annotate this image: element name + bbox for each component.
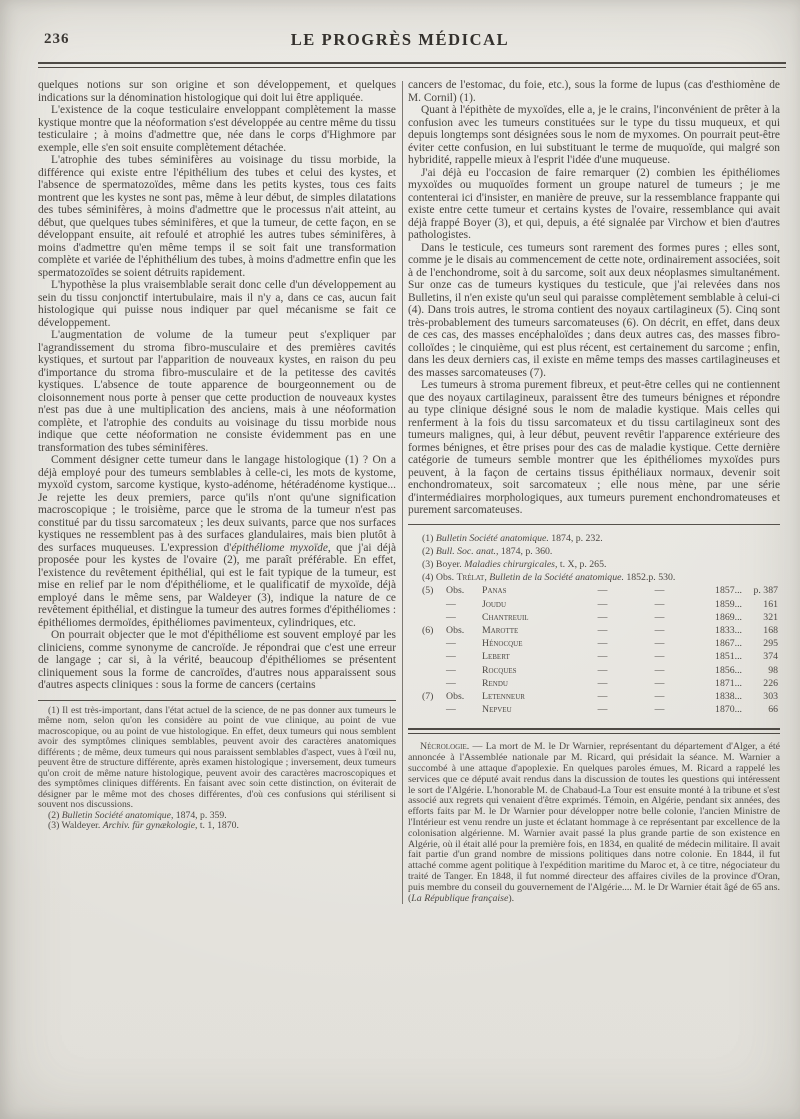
reference-text: t. X, p. 265.	[557, 558, 607, 570]
reference-year: 1851...	[715, 651, 742, 663]
reference-page: 295	[763, 638, 778, 650]
reference-page: p. 387	[753, 585, 778, 597]
reference-line	[422, 532, 778, 545]
necrologie-text: La mort de M. le Dr Warnier, représentant du département d'Alger, a été annoncée à l'Assemblée nationale par M. Ricard, qui présidait la séance. M. Warnier a succombé à une attaque d'apoplexie. En quelques paroles émues, M. Ricard a rappelé les services que ce député avait rendus dans la discussion de toutes les questions qui intéressent le sort de l'Algérie. L'honorable M. de Chabaud-La Tour est ensuite monté à la tribune et s'est associé aux regrets qui venaient d'être exprimés. Témoin, en Algérie, pendant six années, des efforts faits par M. le Dr Warnier pour développer notre belle colonie, l'ancien Ministre de l'Intérieur est venu rendre un juste et éclatant hommage à ce représentant par excellence de la colonisation algérienne. M. Warnier avait passé la plus grande partie de son existence en Algérie, où il était allé pour la première fois, en 1834, en qualité de médecin militaire. Il avait fait partie d'un grand nombre de missions politiques dans notre colonie. En 1844, il fut attaché comme agent politique à l'expédition maritime du Maroc et, à ce titre, négociateur du traité de Tanger. En 1848, il fut nommé directeur des affaires civiles de la province d'Oran, puis membre du conseil du gouvernement de l'Algérie.... M. le Dr Warnier était âgé de 65 ans. (	[408, 741, 780, 904]
reference-year: 1838...	[715, 690, 742, 702]
reference-page: 226	[763, 677, 778, 689]
paragraph: On pourrait objecter que le mot d'épithéliome est souvent employé par les cliniciens, comme synonyme de cancroïde. Je répondrai que c'est une erreur de langage ; car si, à la vérité, beaucoup d'épithéliomes se présentent cliniquement sous la forme de cancroïdes, d'autres nous apparaissent sous d'autres aspects cliniques : sous la forme de cancers (certains	[38, 629, 396, 691]
ditto-dash: —	[654, 651, 665, 663]
paragraph	[38, 454, 396, 629]
ditto-dash: —	[597, 704, 608, 716]
reference-author: Trélat,	[456, 572, 487, 584]
reference-text: 1852.p. 530.	[623, 572, 676, 584]
reference-year: 1857...	[715, 585, 742, 597]
reference-row	[422, 677, 778, 690]
reference-author: Hénocque	[482, 638, 523, 650]
paragraph: L'existence de la coque testiculaire enveloppant complètement la masse kystique montre que la néoformation s'est développée au centre même du tissu testiculaire ; à moins d'admettre que, née dans le corps d'Highmore par exemple, elle s'en soit ensuite complètement détachée.	[38, 104, 396, 154]
reference-author: Marotte	[482, 624, 519, 636]
references-table	[408, 524, 780, 725]
ditto-dash: —	[654, 664, 665, 676]
italic-title: La République française	[411, 892, 509, 904]
reference-page: 98	[768, 664, 778, 676]
reference-year: 1869...	[715, 611, 742, 623]
necrologie-heading: Nécrologie.	[420, 741, 470, 753]
reference-obs: —	[446, 664, 456, 676]
reference-page: 374	[763, 651, 778, 663]
page-header	[0, 0, 800, 62]
reference-author: Joudu	[482, 598, 507, 610]
reference-year: 1870...	[715, 704, 742, 716]
paragraph: J'ai déjà eu l'occasion de faire remarquer (2) combien les épithéliomes myxoïdes ou muquoïdes forment un groupe naturel de tumeurs ; je me contenterai ici d'insister, en manière de preuve, sur la ressemblance frappante qui existe entre cette tumeur et certains kystes de l'ovaire, ressemblance qui avait déjà frappé Boyer (3), et qui, depuis, a été signalée par Virchow et bien d'autres pathologistes.	[408, 166, 780, 241]
italic-term: épithéliome myxoïde	[231, 541, 328, 554]
reference-obs: —	[446, 677, 456, 689]
reference-number: (6)	[422, 624, 434, 636]
ditto-dash: —	[654, 704, 665, 716]
footnote-text: 1874, p. 359.	[173, 809, 227, 821]
ditto-dash: —	[597, 598, 608, 610]
reference-year: 1871...	[715, 677, 742, 689]
reference-text: (4) Obs.	[422, 572, 457, 584]
reference-author: Rendu	[482, 677, 508, 689]
italic-title: Archiv. für gynækologie,	[102, 820, 198, 831]
ditto-dash: —	[654, 638, 665, 650]
reference-text: 1874, p. 360.	[498, 545, 553, 557]
paragraph: L'hypothèse la plus vraisemblable serait donc celle d'un développement au sein du tissu conjonctif intertubulaire, mais il n'y a, dans ce cas, aucun fait histologique qui puisse nous indiquer par quel mécanisme se fait ce développement.	[38, 279, 396, 329]
reference-obs: —	[446, 704, 456, 716]
reference-row	[422, 624, 778, 637]
reference-row	[422, 598, 778, 611]
footnote-text: (3) Waldeyer.	[48, 820, 103, 831]
reference-obs: —	[446, 598, 456, 610]
reference-text: (2)	[422, 545, 436, 557]
reference-number	[422, 598, 446, 611]
reference-title: Bulletin de la Société anatomique.	[486, 572, 624, 584]
reference-obs: Obs.	[446, 585, 465, 597]
left-column	[38, 79, 396, 904]
reference-obs: —	[446, 651, 456, 663]
reference-obs: Obs.	[446, 624, 465, 636]
reference-author: Lebert	[482, 651, 510, 663]
reference-line	[422, 545, 778, 558]
reference-year: 1856...	[715, 664, 742, 676]
reference-line	[422, 571, 778, 584]
necrologie-text: ).	[508, 892, 515, 904]
ditto-dash: —	[654, 611, 665, 623]
reference-row	[422, 637, 778, 650]
right-column	[408, 79, 780, 904]
reference-row	[422, 664, 778, 677]
footnote: (1) Il est très-important, dans l'état actuel de la science, de ne pas donner aux tumeurs le même nom, selon qu'on les considère au point de vue clinique, au point de vue macroscopique, ou au point de vue histologique. En effet, deux tumeurs qui nous semblent avoir des symptômes cliniques semblables, peuvent avoir des caractères anatomiques différents ; de même, deux tumeurs qui nous paraissent semblables d'aspect, vues à l'œil nu, peuvent être de structure différente, après examen histologique ; inversement, deux tumeurs qu'on croit de même nature histologique, peuvent avoir des caractères macroscopiques et des symptômes cliniques différents. En faisant avec soin cette distinction, on éviterait de désigner par le même mot des choses différentes, d'où ces confusions qui stérilisent si souvent nos discussions.	[38, 704, 396, 810]
paragraph-text: Comment désigner cette tumeur dans le langage histologique (1) ? On a déjà employé pour des tumeurs semblables à celle-ci, les mots de kystome, myxoïd cystom, sarcome kystique, kysto-adénome, hétéradénome kystique... Je rejette les deux premiers, parce qu'ils n'ont qu'une signification macroscopique ; le troisième, parce que le stroma de la tumeur n'est pas constitué par du tissu sarcomateux ; les deux suivants, parce que nos surfaces kystiques ne ressemblent pas à des surfaces glandulaires, mais bien plutôt à des surfaces muqueuses. L'expression d'	[38, 454, 396, 554]
ditto-dash: —	[654, 690, 665, 702]
paragraph: cancers de l'estomac, du foie, etc.), sous la forme de lupus (cas d'esthiomène de M. Cornil) (1).	[408, 79, 780, 104]
reference-title: Bull. Soc. anat.,	[435, 545, 499, 557]
reference-text: (1)	[422, 532, 436, 544]
ditto-dash: —	[597, 611, 608, 623]
section-rule	[408, 728, 780, 734]
reference-number: (5)	[422, 585, 434, 597]
reference-title: Maladies chirurgicales,	[464, 558, 558, 570]
reference-page: 321	[763, 611, 778, 623]
reference-row	[422, 703, 778, 716]
reference-author: Rocques	[482, 664, 517, 676]
reference-author: Chantreuil	[482, 611, 529, 623]
reference-row	[422, 650, 778, 663]
reference-author: Panas	[482, 585, 507, 597]
paragraph: quelques notions sur son origine et son développement, et quelques indications sur la dénomination histologique qui doit lui être appliquée.	[38, 79, 396, 104]
ditto-dash: —	[654, 585, 665, 597]
reference-author: Letenneur	[482, 690, 525, 702]
reference-text: 1874, p. 232.	[548, 532, 603, 544]
reference-obs: —	[446, 611, 456, 623]
ditto-dash: —	[597, 638, 608, 650]
journal-title: LE PROGRÈS MÉDICAL	[290, 30, 510, 49]
reference-number	[422, 650, 446, 663]
column-divider	[402, 81, 403, 904]
reference-page: 161	[763, 598, 778, 610]
reference-row	[422, 584, 778, 597]
reference-title: Bulletin Société anatomique.	[435, 532, 549, 544]
reference-year: 1833...	[715, 624, 742, 636]
footnote-text: t. 1, 1870.	[197, 820, 239, 831]
ditto-dash: —	[654, 677, 665, 689]
reference-number	[422, 664, 446, 677]
footnote-text: (2)	[48, 809, 62, 821]
footnotes	[38, 701, 396, 832]
ditto-dash: —	[597, 585, 608, 597]
reference-year: 1859...	[715, 598, 742, 610]
ditto-dash: —	[597, 664, 608, 676]
reference-page: 303	[763, 690, 778, 702]
text-columns	[0, 68, 800, 904]
ditto-dash: —	[654, 598, 665, 610]
paragraph: Les tumeurs à stroma purement fibreux, et peut-être celles qui ne contiennent que des noyaux cartilagineux, paraissent être des tumeurs bénignes et répondre au type clinique désigné sous le nom de maladie kystique. Mais celles qui renferment à la fois du tissu sarcomateux et du tissu cartilagineux sont des tumeurs malignes, qui, à leur début, peuvent revêtir l'apparence extérieure des formes bénignes, et être prises pour des cas de maladie kystique. Cette dernière catégorie de tumeurs semble montrer que les épithéliomes myxoïdes purs peuvent, à la façon de certains tissus épithéliaux normaux, devenir soit enchondromateux, soit sarcomateux ; elle nous mène, par une série d'intermédiaires morphologiques, aux tumeurs purement enchondromateuses et purement sarcomateuses.	[408, 379, 780, 516]
ditto-dash: —	[597, 651, 608, 663]
reference-year: 1867...	[715, 638, 742, 650]
reference-row	[422, 611, 778, 624]
reference-number	[422, 637, 446, 650]
page-number: 236	[44, 31, 70, 47]
paragraph-text: , que j'ai déjà proposée pour les kystes de l'ovaire (2), me paraît préférable. En effet, l'existence du revêtement épithélial, qui est le fait typique de la tumeur, est mise en relief par le nom d'épithéliome, et le qualificatif de myxoïde, déjà employé dans le même sens, par Waldeyer (3), indique la nature de ce revêtement épithélial, et distingue la tumeur des autres formes d'épithéliomes : épithéliomes dermoïdes, épithéliomes pavimenteux, cylindriques, etc.	[38, 541, 396, 629]
footnote	[38, 821, 396, 832]
reference-number	[422, 703, 446, 716]
reference-line	[422, 558, 778, 571]
reference-row	[422, 690, 778, 703]
reference-obs: —	[446, 638, 456, 650]
italic-title: Bulletin Société anatomique,	[61, 809, 174, 821]
reference-number	[422, 677, 446, 690]
reference-author: Nepveu	[482, 704, 512, 716]
reference-page: 66	[768, 704, 778, 716]
necrologie-dash: —	[469, 741, 486, 753]
paragraph: L'augmentation de volume de la tumeur peut s'expliquer par l'agrandissement du stroma fibro-musculaire et des premières cavités kystiques, et surtout par l'apparition de nouveaux kystes, en raison du peu d'importance du stroma fibro-musculaire et de la petitesse des cavités kystiques. L'absence de toute apparence de bourgeonnement ou de cloisonnement nous porte à penser que cette production de nouveaux kystes n'est pas due à une multiplication des anciens, mais à une néoformation complète, et l'atrophie des conduits au voisinage du tissu morbide nous indique que cette néoformation ne consiste évidemment pas en une transformation des tubes séminifères.	[38, 329, 396, 454]
ditto-dash: —	[597, 690, 608, 702]
ditto-dash: —	[597, 624, 608, 636]
reference-text: (3) Boyer.	[422, 558, 465, 570]
reference-obs: Obs.	[446, 690, 465, 702]
reference-number	[422, 611, 446, 624]
necrologie-paragraph	[408, 742, 780, 904]
paragraph: L'atrophie des tubes séminifères au voisinage du tissu morbide, la différence qui existe entre l'épithélium des tubes et celui des kystes, et l'absence de spermatozoïdes, même dans les petits kystes, tous ces faits montrent que les kystes ne sont pas, même à leur début, de simples dilatations des tubes séminifères, à moins d'admettre que le processus n'ait atteint, au début, que quelques tubes séminifères, et que la tumeur, de cette façon, en se développant ensuite, ait refoulé et atrophié les autres tubes séminifères, à moins d'admettre qu'en même temps il se soit fait une transformation complète et variée de l'éphithélium des tubes, à moins d'admettre enfin que les spermatozoïdes se soient détruits rapidement.	[38, 154, 396, 279]
reference-page: 168	[763, 624, 778, 636]
ditto-dash: —	[597, 677, 608, 689]
paragraph: Quant à l'épithète de myxoïdes, elle a, je le crains, l'inconvénient de prêter à la confusion avec les tumeurs constituées sur le type du tissu muqueux, et qui depuis longtemps sont désignées sous le nom de myxomes. On pourrait peut-être éviter cette confusion, en lui substituant le terme de muquoïde, qui malgré son hybridité, rappelle mieux à l'esprit l'idée d'une muqueuse.	[408, 104, 780, 166]
paragraph: Dans le testicule, ces tumeurs sont rarement des formes pures ; elles sont, comme je le disais au commencement de cette note, ordinairement associées, soit à de l'enchondrome, soit à du sarcome, soit aux deux néoplasmes simultanément. Sur onze cas de tumeurs kystiques du testicule, que j'ai relevées dans nos Bulletins, il n'en existe qu'un seul qui paraisse complètement semblable à celui-ci (4). Dans trois autres, le stroma contient des noyaux cartilagineux (5). Cinq sont très-probablement des tumeurs sarcomateuses (6). On décrit, en effet, dans deux de ces cas, des masses encéphaloïdes ; dans deux autres cas, des masses fibro-colloïdes ; le cinquième, qui est plus récent, est certainement du sarcome ; enfin, dans les deux derniers cas, il existe en même temps des masses cartilagineuses et des masses sarcomateuses (7).	[408, 241, 780, 379]
reference-number: (7)	[422, 690, 434, 702]
ditto-dash: —	[654, 624, 665, 636]
